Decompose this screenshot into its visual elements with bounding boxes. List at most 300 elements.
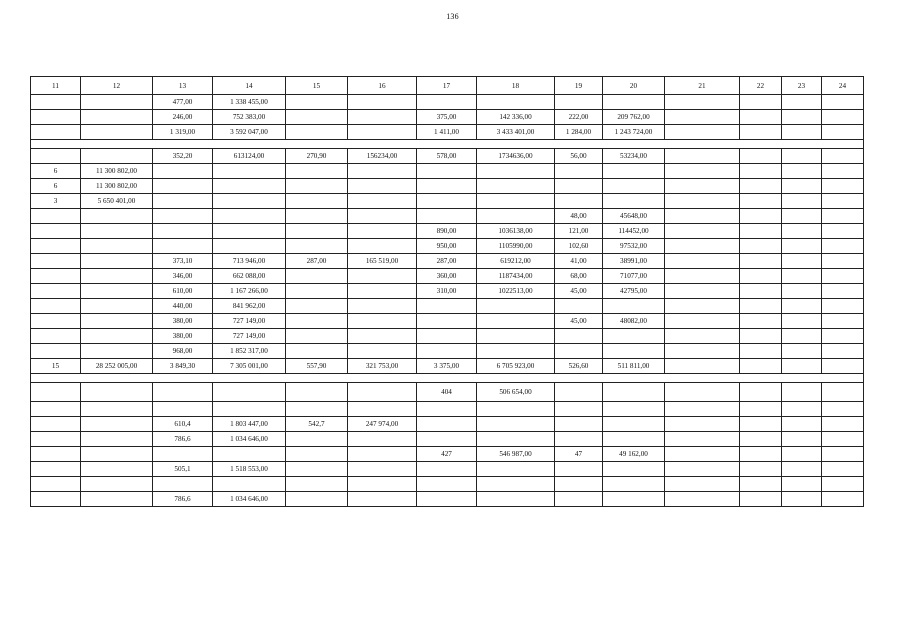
table-cell — [81, 492, 153, 507]
table-cell — [822, 447, 864, 462]
table-cell: 45,00 — [555, 314, 603, 329]
separator-cell — [81, 374, 153, 383]
table-cell — [555, 417, 603, 432]
separator-cell — [213, 140, 286, 149]
table-cell — [31, 462, 81, 477]
table-row — [31, 299, 864, 314]
table-cell — [477, 329, 555, 344]
table-cell: 3 375,00 — [417, 359, 477, 374]
column-header: 18 — [477, 77, 555, 95]
table-cell: 1 034 646,00 — [213, 492, 286, 507]
table-cell: 1187434,00 — [477, 269, 555, 284]
table-cell — [286, 492, 348, 507]
table-cell — [782, 329, 822, 344]
data-table — [30, 76, 864, 507]
table-cell — [782, 110, 822, 125]
table-cell — [822, 164, 864, 179]
table-cell — [822, 462, 864, 477]
table-cell: 41,00 — [555, 254, 603, 269]
table-cell: 48082,00 — [603, 314, 665, 329]
table-cell — [740, 344, 782, 359]
separator-cell — [822, 374, 864, 383]
table-cell: 165 519,00 — [348, 254, 417, 269]
table-cell — [740, 194, 782, 209]
table-row — [31, 179, 864, 194]
table-cell — [665, 417, 740, 432]
table-cell — [417, 194, 477, 209]
table-cell — [81, 269, 153, 284]
table-cell — [740, 299, 782, 314]
table-cell: 786,6 — [153, 492, 213, 507]
table-cell — [213, 477, 286, 492]
table-cell: 1 284,00 — [555, 125, 603, 140]
table-cell — [153, 209, 213, 224]
table-cell — [555, 462, 603, 477]
table-cell — [477, 432, 555, 447]
table-cell — [348, 492, 417, 507]
table-cell: 526,60 — [555, 359, 603, 374]
table-cell — [81, 299, 153, 314]
separator-cell — [740, 374, 782, 383]
table-cell — [477, 164, 555, 179]
table-cell — [665, 344, 740, 359]
table-cell: 950,00 — [417, 239, 477, 254]
table-row — [31, 432, 864, 447]
table-cell — [665, 95, 740, 110]
column-header: 12 — [81, 77, 153, 95]
table-cell — [740, 314, 782, 329]
table-cell: 578,00 — [417, 149, 477, 164]
table-cell — [822, 329, 864, 344]
table-cell — [31, 284, 81, 299]
table-cell — [348, 95, 417, 110]
table-row — [31, 359, 864, 374]
table-cell — [81, 149, 153, 164]
table-cell: 752 383,00 — [213, 110, 286, 125]
table-cell: 380,00 — [153, 314, 213, 329]
table-cell — [348, 432, 417, 447]
table-cell — [740, 239, 782, 254]
table-cell: 786,6 — [153, 432, 213, 447]
table-cell — [348, 164, 417, 179]
table-cell — [417, 314, 477, 329]
table-cell — [31, 224, 81, 239]
table-cell: 619212,00 — [477, 254, 555, 269]
table-cell — [81, 110, 153, 125]
table-cell: 1 338 455,00 — [213, 95, 286, 110]
table-row — [31, 239, 864, 254]
table-cell — [477, 314, 555, 329]
table-cell: 613124,00 — [213, 149, 286, 164]
table-cell — [782, 224, 822, 239]
table-cell — [782, 447, 822, 462]
table-cell — [665, 314, 740, 329]
table-cell — [348, 110, 417, 125]
table-cell: 71077,00 — [603, 269, 665, 284]
table-cell — [822, 402, 864, 417]
table-row — [31, 383, 864, 402]
table-cell — [348, 329, 417, 344]
table-cell — [665, 477, 740, 492]
table-cell — [603, 492, 665, 507]
separator-cell — [348, 140, 417, 149]
table-cell — [665, 149, 740, 164]
table-cell — [782, 299, 822, 314]
table-cell — [153, 164, 213, 179]
table-cell — [822, 383, 864, 402]
table-cell — [822, 209, 864, 224]
table-cell — [286, 329, 348, 344]
table-cell — [286, 125, 348, 140]
table-cell — [782, 432, 822, 447]
table-row — [31, 402, 864, 417]
table-cell — [555, 194, 603, 209]
table-cell: 477,00 — [153, 95, 213, 110]
table-cell — [213, 209, 286, 224]
table-cell — [286, 383, 348, 402]
separator-cell — [555, 374, 603, 383]
table-row — [31, 462, 864, 477]
table-cell: 1 411,00 — [417, 125, 477, 140]
separator-row — [31, 140, 864, 149]
table-cell — [665, 254, 740, 269]
table-cell — [822, 299, 864, 314]
table-cell — [81, 329, 153, 344]
table-cell — [31, 125, 81, 140]
table-row — [31, 149, 864, 164]
table-cell — [665, 239, 740, 254]
table-cell — [782, 344, 822, 359]
table-cell — [31, 417, 81, 432]
table-cell: 557,90 — [286, 359, 348, 374]
table-cell — [31, 314, 81, 329]
column-header: 16 — [348, 77, 417, 95]
table-cell — [822, 432, 864, 447]
table-cell — [665, 179, 740, 194]
table-cell — [417, 462, 477, 477]
table-cell — [286, 447, 348, 462]
table-cell: 890,00 — [417, 224, 477, 239]
table-cell — [31, 110, 81, 125]
table-cell: 97532,00 — [603, 239, 665, 254]
table-cell — [555, 383, 603, 402]
table-cell — [665, 359, 740, 374]
table-cell — [822, 284, 864, 299]
table-cell: 247 974,00 — [348, 417, 417, 432]
table-cell — [153, 239, 213, 254]
table-cell — [603, 383, 665, 402]
table-cell — [477, 95, 555, 110]
table-cell: 47 — [555, 447, 603, 462]
table-cell — [81, 95, 153, 110]
table-cell — [286, 164, 348, 179]
table-row — [31, 110, 864, 125]
table-cell: 610,00 — [153, 284, 213, 299]
table-row — [31, 254, 864, 269]
table-cell — [782, 477, 822, 492]
table-cell: 142 336,00 — [477, 110, 555, 125]
table-cell — [81, 224, 153, 239]
table-cell — [417, 492, 477, 507]
table-cell — [822, 224, 864, 239]
table-cell — [477, 417, 555, 432]
table-cell: 440,00 — [153, 299, 213, 314]
table-cell — [348, 477, 417, 492]
table-cell — [740, 254, 782, 269]
table-cell — [213, 447, 286, 462]
table-cell: 15 — [31, 359, 81, 374]
separator-cell — [822, 140, 864, 149]
table-cell — [31, 344, 81, 359]
table-cell — [782, 383, 822, 402]
table-cell: 1 167 266,00 — [213, 284, 286, 299]
table-header-row — [31, 77, 864, 95]
table-cell — [740, 209, 782, 224]
table-cell — [782, 402, 822, 417]
table-cell — [348, 194, 417, 209]
column-header: 20 — [603, 77, 665, 95]
table-cell: 3 592 047,00 — [213, 125, 286, 140]
table-cell — [286, 95, 348, 110]
table-cell — [822, 239, 864, 254]
table-cell — [417, 329, 477, 344]
table-cell — [348, 239, 417, 254]
table-row — [31, 95, 864, 110]
table-cell — [81, 417, 153, 432]
table-cell — [740, 110, 782, 125]
table-cell — [665, 447, 740, 462]
table-cell — [477, 179, 555, 194]
table-cell — [822, 179, 864, 194]
separator-cell — [286, 374, 348, 383]
table-cell: 102,60 — [555, 239, 603, 254]
table-cell — [31, 254, 81, 269]
table-cell: 6 705 923,00 — [477, 359, 555, 374]
table-cell — [31, 149, 81, 164]
column-header: 23 — [782, 77, 822, 95]
table-cell — [782, 95, 822, 110]
table-cell — [213, 179, 286, 194]
table-cell: 610,4 — [153, 417, 213, 432]
separator-cell — [348, 374, 417, 383]
table-cell — [665, 269, 740, 284]
table-cell — [213, 164, 286, 179]
table-cell: 727 149,00 — [213, 314, 286, 329]
table-cell — [286, 402, 348, 417]
table-cell: 114452,00 — [603, 224, 665, 239]
separator-cell — [31, 140, 81, 149]
table-cell — [477, 462, 555, 477]
table-row — [31, 164, 864, 179]
table-cell: 1 034 646,00 — [213, 432, 286, 447]
table-cell: 352,20 — [153, 149, 213, 164]
table-cell — [740, 269, 782, 284]
table-cell — [286, 314, 348, 329]
table-cell: 662 088,00 — [213, 269, 286, 284]
table-cell — [81, 447, 153, 462]
table-cell — [740, 284, 782, 299]
table-cell — [555, 95, 603, 110]
table-cell — [153, 447, 213, 462]
table-cell — [417, 164, 477, 179]
separator-cell — [603, 374, 665, 383]
table-cell — [555, 164, 603, 179]
table-cell — [665, 492, 740, 507]
table-row — [31, 329, 864, 344]
table-cell — [417, 417, 477, 432]
table-cell — [417, 299, 477, 314]
table-cell: 546 987,00 — [477, 447, 555, 462]
table-cell — [822, 269, 864, 284]
table-cell — [782, 492, 822, 507]
table-cell — [348, 402, 417, 417]
table-cell: 11 300 802,00 — [81, 179, 153, 194]
table-cell: 346,00 — [153, 269, 213, 284]
table-cell — [603, 344, 665, 359]
table-cell — [603, 164, 665, 179]
table-cell — [665, 110, 740, 125]
table-cell — [213, 239, 286, 254]
table-cell — [603, 462, 665, 477]
separator-cell — [555, 140, 603, 149]
table-cell: 222,00 — [555, 110, 603, 125]
table-cell: 1 319,00 — [153, 125, 213, 140]
table-cell — [286, 462, 348, 477]
table-cell — [782, 269, 822, 284]
separator-cell — [740, 140, 782, 149]
table-cell — [81, 383, 153, 402]
table-cell: 1105990,00 — [477, 239, 555, 254]
table-cell — [740, 432, 782, 447]
table-cell: 48,00 — [555, 209, 603, 224]
table-cell: 156234,00 — [348, 149, 417, 164]
table-cell — [740, 164, 782, 179]
column-header: 19 — [555, 77, 603, 95]
table-cell — [348, 447, 417, 462]
table-cell — [153, 194, 213, 209]
table-row — [31, 269, 864, 284]
table-cell: 310,00 — [417, 284, 477, 299]
table-cell — [822, 125, 864, 140]
table-cell — [603, 194, 665, 209]
column-header: 11 — [31, 77, 81, 95]
table-cell — [81, 402, 153, 417]
table-cell — [740, 492, 782, 507]
separator-cell — [782, 140, 822, 149]
table-cell — [81, 432, 153, 447]
table-cell — [782, 149, 822, 164]
table-cell — [740, 359, 782, 374]
table-cell — [153, 383, 213, 402]
table-cell — [81, 209, 153, 224]
table-cell — [348, 299, 417, 314]
table-cell: 542,7 — [286, 417, 348, 432]
table-cell — [286, 284, 348, 299]
table-cell — [213, 194, 286, 209]
table-cell: 5 650 401,00 — [81, 194, 153, 209]
column-header: 14 — [213, 77, 286, 95]
table-cell — [740, 95, 782, 110]
table-cell — [81, 314, 153, 329]
table-cell: 38991,00 — [603, 254, 665, 269]
table-cell — [213, 224, 286, 239]
table-cell: 56,00 — [555, 149, 603, 164]
table-cell — [665, 462, 740, 477]
table-cell: 11 300 802,00 — [81, 164, 153, 179]
table-cell — [782, 125, 822, 140]
table-cell — [286, 179, 348, 194]
table-cell — [555, 402, 603, 417]
table-row — [31, 125, 864, 140]
table-cell — [477, 402, 555, 417]
table-cell — [603, 432, 665, 447]
table-cell — [81, 284, 153, 299]
table-cell — [822, 492, 864, 507]
table-row — [31, 344, 864, 359]
table-cell: 49 162,00 — [603, 447, 665, 462]
table-cell — [782, 179, 822, 194]
table-cell — [665, 299, 740, 314]
table-cell — [665, 224, 740, 239]
table-cell: 1 243 724,00 — [603, 125, 665, 140]
table-cell — [477, 344, 555, 359]
table-cell — [31, 492, 81, 507]
table-cell — [286, 110, 348, 125]
column-header: 15 — [286, 77, 348, 95]
table-cell: 246,00 — [153, 110, 213, 125]
table-cell — [348, 284, 417, 299]
table-cell: 42795,00 — [603, 284, 665, 299]
table-cell — [740, 417, 782, 432]
separator-cell — [31, 374, 81, 383]
table-cell — [286, 194, 348, 209]
table-cell — [555, 344, 603, 359]
table-cell — [153, 179, 213, 194]
table-cell: 321 753,00 — [348, 359, 417, 374]
table-cell — [740, 179, 782, 194]
table-cell — [81, 254, 153, 269]
table-cell: 713 946,00 — [213, 254, 286, 269]
table-cell: 968,00 — [153, 344, 213, 359]
table-cell — [665, 194, 740, 209]
separator-cell — [417, 140, 477, 149]
table-cell — [822, 149, 864, 164]
table-cell — [822, 477, 864, 492]
table-cell — [31, 402, 81, 417]
table-cell: 380,00 — [153, 329, 213, 344]
table-cell: 28 252 005,00 — [81, 359, 153, 374]
table-cell — [782, 462, 822, 477]
table-cell — [286, 269, 348, 284]
table-cell — [665, 284, 740, 299]
table-cell — [822, 344, 864, 359]
table-cell: 1022513,00 — [477, 284, 555, 299]
table-cell — [603, 299, 665, 314]
table-cell — [555, 329, 603, 344]
table-cell — [417, 95, 477, 110]
table-cell — [782, 194, 822, 209]
table-cell: 427 — [417, 447, 477, 462]
table-cell — [603, 329, 665, 344]
table-cell: 373,10 — [153, 254, 213, 269]
table-cell: 7 305 001,00 — [213, 359, 286, 374]
table-cell — [782, 417, 822, 432]
table-cell: 3 — [31, 194, 81, 209]
table-cell — [555, 299, 603, 314]
table-cell — [348, 125, 417, 140]
table-cell — [555, 432, 603, 447]
table-cell — [348, 344, 417, 359]
